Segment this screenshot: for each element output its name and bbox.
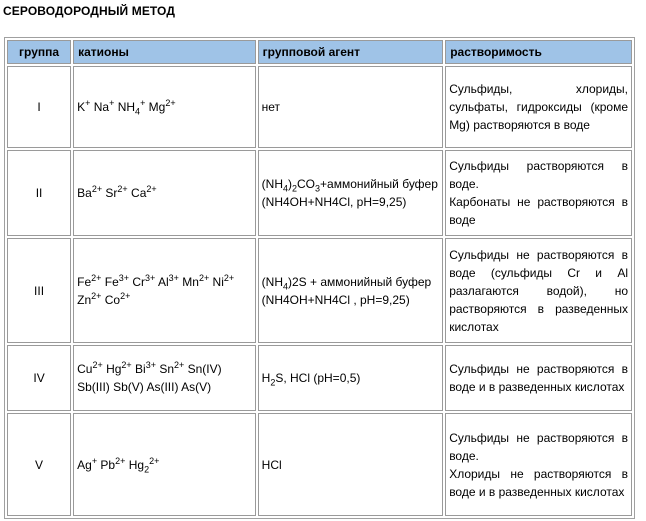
agent-cell: $(NH_4)_2CO_3+аммонийный$ буфер (NH4OH+NH4Cl, pH=9,25) xyxy=(258,150,444,236)
table-row xyxy=(7,150,632,236)
cations-cell: Ag+ $Pb^{2+}$ $Hg_2^{2+}$ xyxy=(73,413,256,516)
cations-cell: $Fe^{2+}$ $Fe^{3+}$ $Cr^{3+}$ $Al^{3+}$ $Mn^{2+}$ $Ni^{2+}$ $Zn^{2+}$ $Co^{2+}$ xyxy=(73,238,256,343)
cations-cell: $Ba^{2+}$ $Sr^{2+}$ $Ca^{2+}$ xyxy=(73,150,256,236)
agent-cell: $(NH_4)2S$ + аммонийный буфер (NH4OH+NH4Cl , pH=9,25) xyxy=(258,238,444,343)
cation-groups-table xyxy=(4,37,635,519)
group-cell: II xyxy=(7,150,71,236)
solubility-cell: Сульфиды растворяются в воде. Карбонаты не растворяются в воде xyxy=(445,150,632,236)
cations-cell: K+ Na+ $NH_4^+$ $Mg^{2+}$ xyxy=(73,66,256,148)
group-cell: V xyxy=(7,413,71,516)
table-row xyxy=(7,238,632,343)
group-cell: III xyxy=(7,238,71,343)
solubility-cell: Сульфиды не растворяются в воде. Хлориды не растворяются в воде и в разведенных кислотах xyxy=(445,413,632,516)
agent-cell: нет xyxy=(258,66,444,148)
table-row xyxy=(7,66,632,148)
table-row xyxy=(7,345,632,411)
table-row xyxy=(7,413,632,516)
header-agent: групповой агент xyxy=(258,40,444,64)
solubility-cell: Сульфиды, хлориды, сульфаты, гидроксиды (кроме Mg) растворяются в воде xyxy=(445,66,632,148)
header-solubility: растворимость xyxy=(445,40,632,64)
table-header-row xyxy=(7,40,632,64)
page-title: СЕРОВОДОРОДНЫЙ МЕТОД xyxy=(3,4,175,18)
agent-cell: $H_2S$, HCl (pH=0,5) xyxy=(258,345,444,411)
cations-cell: $Cu^{2+}$ $Hg^{2+}$ $Bi^{3+}$ $Sn^{2+}$ Sn(IV) Sb(III) Sb(V) As(III) As(V) xyxy=(73,345,256,411)
solubility-cell: Сульфиды не растворяются в воде (сульфиды Cr и Al разлагаются водой), но растворяются в разведенных кислотах xyxy=(445,238,632,343)
agent-cell: HCl xyxy=(258,413,444,516)
header-group: группа xyxy=(7,40,71,64)
header-cations: катионы xyxy=(73,40,256,64)
group-cell: IV xyxy=(7,345,71,411)
solubility-cell: Сульфиды не растворяются в воде и в разведенных кислотах xyxy=(445,345,632,411)
group-cell: I xyxy=(7,66,71,148)
